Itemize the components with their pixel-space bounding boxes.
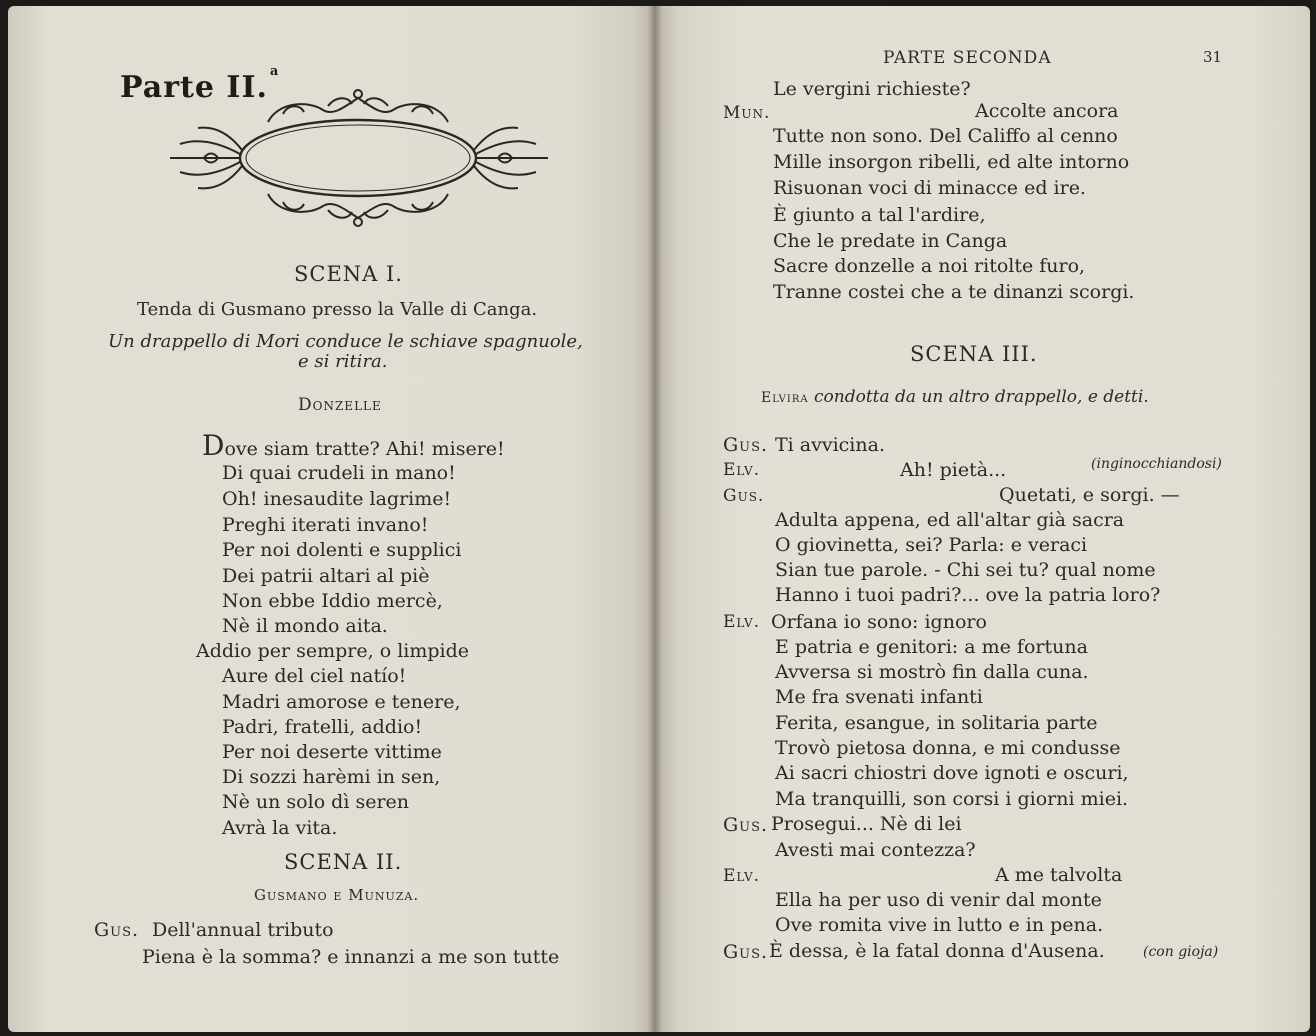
verse-line: Preghi iterati invano! [222,514,429,536]
running-head: PARTE SECONDA [883,48,1052,68]
verse-line: Di quai crudeli in mano! [222,462,456,484]
left-page [8,6,655,1032]
dialogue-line: Ma tranquilli, son corsi i giorni miei. [775,788,1129,810]
verse-line: Avrà la vita. [222,817,338,839]
dialogue-line: Che le predate in Canga [773,230,1008,252]
dialogue-line: Avversa si mostrò fin dalla cuna. [775,661,1089,683]
scene1-title: SCENA I. [294,262,403,286]
dialogue-line: O giovinetta, sei? Parla: e veraci [775,534,1088,556]
dialogue-line: Ah! pietà... [900,459,1007,481]
dialogue-line: Ove romita vive in lutto e in pena. [775,914,1104,936]
dialogue-line: È dessa, è la fatal donna d'Ausena. [769,940,1105,962]
verse-line: Addio per sempre, o limpide [196,640,470,662]
dialogue-line: E patria e genitori: a me fortuna [775,636,1088,658]
dialogue-line: Accolte ancora [975,100,1119,122]
dialogue-line: Avesti mai contezza? [775,839,976,861]
speaker-label: Gus. [94,919,140,941]
dialogue-line: Mille insorgon ribelli, ed alte intorno [773,151,1130,173]
verse-line: Non ebbe Iddio mercè, [222,590,443,612]
verse-line-first [202,429,505,462]
dialogue-line: Trovò pietosa donna, e mi condusse [775,737,1121,759]
verse-line: Nè un solo dì seren [222,791,410,813]
verse-line: Nè il mondo aita. [222,615,388,637]
dialogue-line: Adulta appena, ed all'altar già sacra [775,509,1125,531]
dialogue-line: Prosegui... Nè di lei [771,813,962,835]
speaker-label: Gus. [723,486,765,506]
scene1-direction-line1: Un drappello di Mori conduce le schiave spagnuole, [108,331,583,352]
verse-line: Dei patrii altari al piè [222,565,430,587]
scene3-direction-text: condotta da un altro drappello, e detti. [814,387,1149,407]
dialogue-line: Tranne costei che a te dinanzi scorgi. [773,281,1135,303]
dialogue-line: Orfana io sono: ignoro [771,611,987,633]
verse-line: Madri amorose e tenere, [222,691,461,713]
verse-line: Aure del ciel natío! [222,665,407,687]
scene2-characters: Gusmano e Munuza. [254,886,420,904]
speaker-label: Elv. [723,612,761,632]
speaker-label: Mun. [723,103,771,123]
part-heading [120,64,280,105]
speaker-label: Elv. [723,866,761,886]
dialogue-line: Sacre donzelle a noi ritolte furo, [773,255,1086,277]
dialogue-line: A me talvolta [995,864,1123,886]
part-heading-numeral: II. [226,70,268,105]
dialogue-line: Ai sacri chiostri dove ignoti e oscuri, [775,762,1129,784]
dialogue-line: Dell'annual tributo [152,919,334,941]
scene3-direction-name: Elvira [761,390,809,406]
dialogue-line: È giunto a tal l'ardire, [773,204,986,226]
dialogue-line: Ti avvicina. [775,434,885,456]
part-heading-word: Parte [120,70,215,105]
scene1-setting: Tenda di Gusmano presso la Valle di Canga. [137,299,538,320]
dialogue-line: Risuonan voci di minacce ed ire. [773,177,1086,199]
dialogue-line: Le vergini richieste? [773,78,971,100]
verse-line: Padri, fratelli, addio! [222,716,423,738]
verse-line-first-rest: ove siam tratte? Ahi! misere! [224,438,505,460]
dialogue-line: Ella ha per uso di venir dal monte [775,889,1102,911]
scene1-direction-line2: e si ritira. [298,351,388,372]
page-number: 31 [1203,48,1223,66]
scene3-title: SCENA III. [910,342,1038,366]
dialogue-line: Piena è la somma? e innanzi a me son tutte [142,946,560,968]
part-heading-superscript: a [269,64,280,79]
verse-line: Per noi deserte vittime [222,741,442,763]
dialogue-line: Hanno i tuoi padri?... ove la patria loro? [775,584,1161,606]
ornament-frame-icon [158,82,558,237]
speaker-label: Gus. [723,941,769,963]
stage-direction: (inginocchiandosi) [1091,456,1222,472]
dialogue-line: Sian tue parole. - Chi sei tu? qual nome [775,559,1156,581]
scene1-speaker: Donzelle [298,395,382,415]
book-gutter [648,6,662,1032]
right-page [655,6,1310,1032]
dialogue-line: Ferita, esangue, in solitaria parte [775,712,1098,734]
drop-cap: D [202,429,225,462]
dialogue-line: Quetati, e sorgi. — [999,484,1180,506]
speaker-label: Elv. [723,460,761,480]
dialogue-line: Tutte non sono. Del Califfo al cenno [773,125,1118,147]
verse-line: Per noi dolenti e supplici [222,539,462,561]
scene2-title: SCENA II. [284,850,403,874]
speaker-label: Gus. [723,814,769,836]
verse-line: Oh! inesaudite lagrime! [222,488,452,510]
stage-direction: (con gioja) [1143,944,1219,960]
speaker-label: Gus. [723,434,769,456]
verse-line: Di sozzi harèmi in sen, [222,766,441,788]
dialogue-line: Me fra svenati infanti [775,686,983,708]
scene3-direction [761,389,1149,406]
